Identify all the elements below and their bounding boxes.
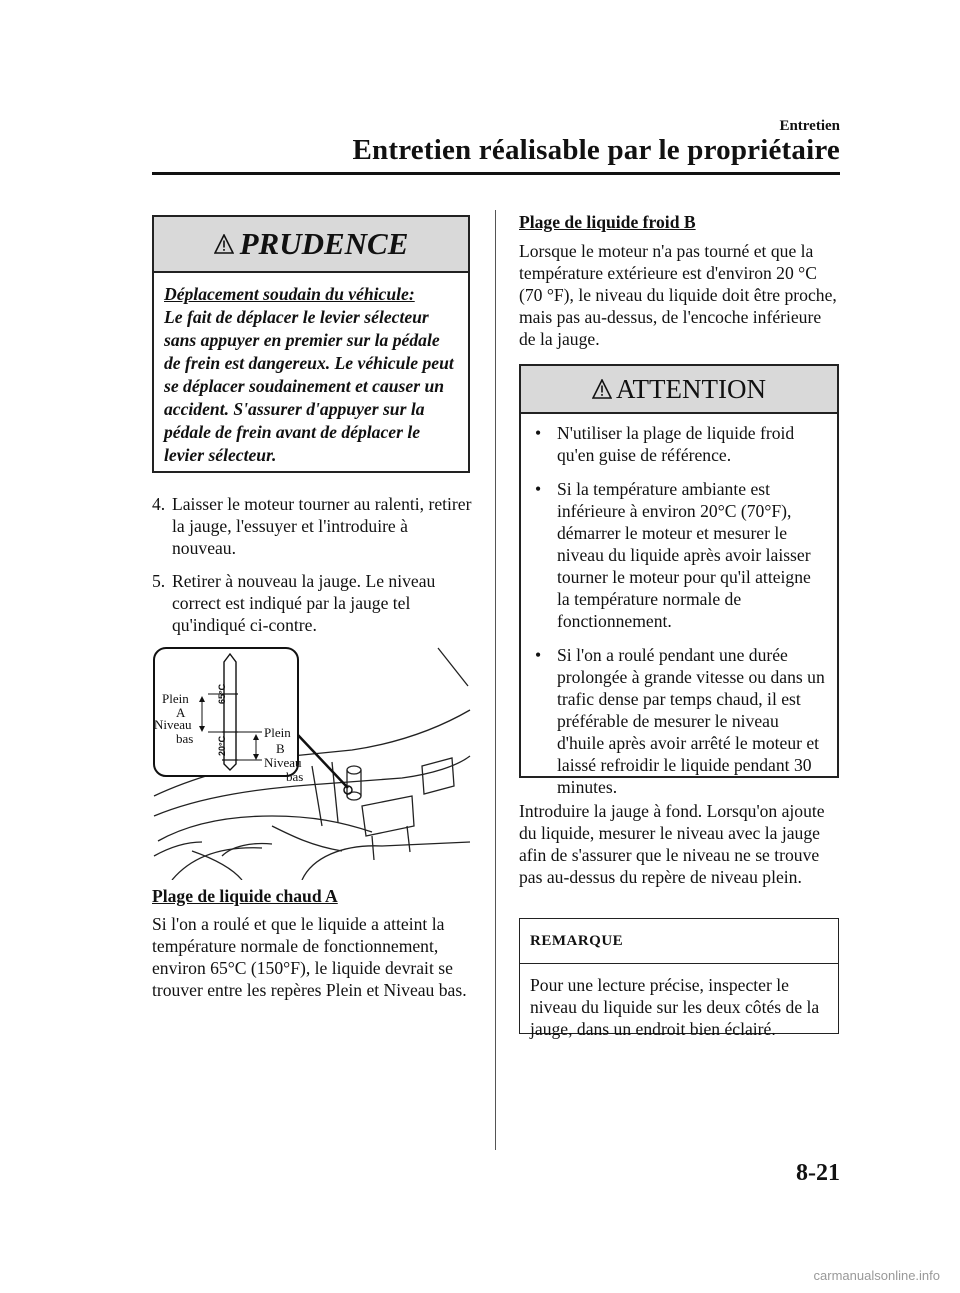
- prudence-title: PRUDENCE: [239, 226, 409, 261]
- attention-box: [519, 364, 839, 797]
- bullet: •: [535, 423, 542, 443]
- page-title: Entretien réalisable par le propriétaire: [352, 134, 840, 166]
- engine-illustration: [152, 646, 472, 880]
- attention-item-text: Si la température ambiante est inférieure à environ 20°C (70°F), démarrer le moteur et mesurer le niveau du liquide après avoir laisser tourner le moteur pour qu'il atteigne la température normale de fonctionnement.: [557, 479, 811, 631]
- step-4-text: Laisser le moteur tourner au ralenti, retirer la jauge, l'essuyer et l'introduire à nouveau.: [172, 494, 472, 558]
- page-number: 8-21: [796, 1160, 840, 1186]
- prudence-subtitle: Déplacement soudain du véhicule:: [164, 284, 415, 304]
- label-bas-b: bas: [286, 769, 304, 784]
- label-plein-b: Plein: [264, 725, 291, 740]
- attention-title: ATTENTION: [616, 373, 766, 404]
- label-temp-cold: 20°C: [217, 735, 227, 756]
- attention-item-text: Si l'on a roulé pendant une durée prolongée à grande vitesse ou dans un trafic dense par temps chaud, il est préférable de mesurer le niveau d'huile après avoir arrêté le moteur et laissé refroidir le liquide pendant 30 minutes.: [557, 645, 825, 797]
- cold-range-heading: Plage de liquide froid B: [519, 212, 696, 232]
- note-body: Pour une lecture précise, inspecter le niveau du liquide sur les deux côtés de la jauge, dans un endroit bien éclairé.: [530, 975, 820, 1039]
- note-header: REMARQUE: [520, 919, 838, 964]
- attention-item: [531, 422, 827, 466]
- attention-item-text: N'utiliser la plage de liquide froid qu'en guise de référence.: [557, 423, 795, 465]
- note-box: [519, 918, 839, 1039]
- label-a: A: [176, 705, 186, 720]
- attention-body: [521, 414, 837, 808]
- step-5-number: 5.: [152, 571, 166, 591]
- watermark: carmanualsonline.info: [813, 1268, 940, 1283]
- step-5: [152, 570, 472, 636]
- attention-item: [531, 478, 827, 632]
- warning-icon: [592, 379, 612, 399]
- label-b: B: [276, 741, 285, 756]
- step-4-number: 4.: [152, 494, 166, 514]
- label-bas-a: bas: [176, 731, 194, 746]
- attention-header: [521, 366, 837, 414]
- prudence-header: [154, 217, 468, 273]
- bullet: •: [535, 479, 542, 499]
- prudence-body: [154, 273, 468, 475]
- warning-icon: [214, 234, 234, 254]
- prudence-text: Le fait de déplacer le levier sélecteur sans appuyer en premier sur la pédale de frein est dangereux. Le véhicule peut se déplacer soudainement et causer un accident. S'assurer d'appuyer sur la pédale de frein avant de déplacer le levier sélecteur.: [164, 307, 454, 465]
- introduce-text: Introduire la jauge à fond. Lorsqu'on ajoute du liquide, mesurer le niveau avec la jauge afin de s'assurer que le niveau ne se trouve pas au-dessus du repère de niveau plein.: [519, 801, 825, 887]
- dipstick-figure: [152, 646, 472, 880]
- step-4: [152, 493, 472, 559]
- prudence-box: [152, 215, 470, 473]
- hot-range-text: Si l'on a roulé et que le liquide a atteint la température normale de fonctionnement, environ 65°C (150°F), le liquide devrait se trouver entre les repères Plein et Niveau bas.: [152, 914, 467, 1000]
- header-rule: [152, 172, 840, 175]
- bullet: •: [535, 645, 542, 665]
- label-temp-hot: 65°C: [217, 683, 227, 704]
- cold-range-text: Lorsque le moteur n'a pas tourné et que la température extérieure est d'environ 20 °C (70 °F), le niveau du liquide doit être proche, mais pas au-dessus, de l'encoche inférieure de la jauge.: [519, 241, 837, 349]
- column-divider: [495, 210, 496, 1150]
- attention-item: [531, 644, 827, 798]
- step-5-text: Retirer à nouveau la jauge. Le niveau correct est indiqué par la jauge tel qu'indiqué ci-contre.: [172, 571, 436, 635]
- section-label: Entretien: [779, 118, 840, 134]
- hot-range-heading: Plage de liquide chaud A: [152, 886, 338, 906]
- label-plein-a: Plein: [162, 691, 189, 706]
- label-niveau-a: Niveau: [154, 717, 192, 732]
- label-niveau-b: Niveau: [264, 755, 302, 770]
